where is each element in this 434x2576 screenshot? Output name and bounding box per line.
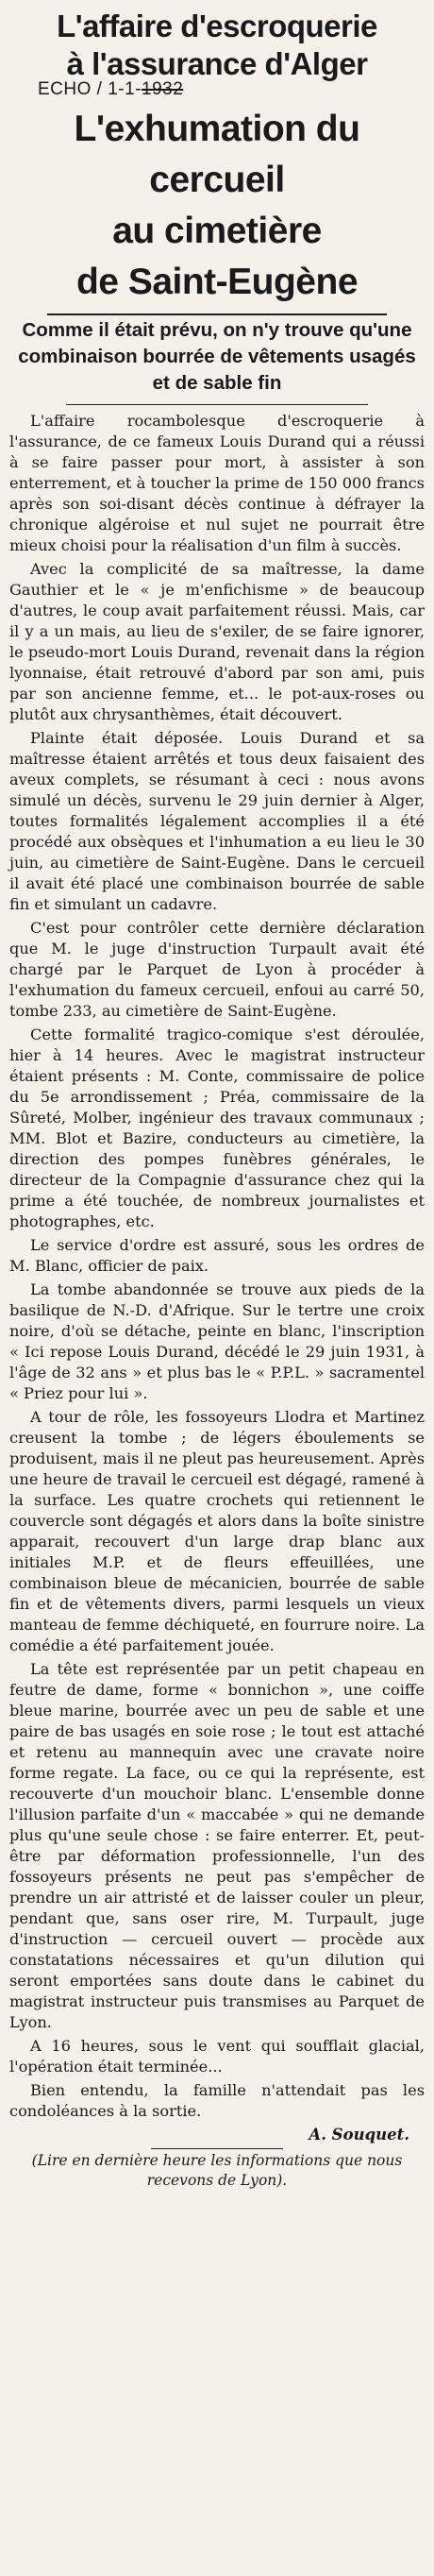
article: [9, 8, 425, 2191]
paragraph: Bien entendu, la famille n'attendait pas les condoléances à la sortie.: [9, 2081, 425, 2120]
section-title-line-1: L'affaire d'escroquerie: [57, 8, 377, 43]
paragraph: Cette formalité tragico-comique s'est déroulée, hier à 14 heures. Avec le magistrat instructeur étaient présents : M. Conte, commissaire de police du 5e arrondissement ; Préa, commissaire de la Sûreté, Molber, ingénieur des travaux communaux ; MM. Blot et Bazire, conducteurs au cimetière, la direction des pompes funèbres générales, le directeur de la Compagnie d'assurance chez qui la prime a été touchée, de nombreux journalistes et photographes, etc.: [9, 1025, 425, 1230]
paragraph: A 16 heures, sous le vent qui soufflait glacial, l'opération était terminée...: [9, 2037, 425, 2076]
paragraph: Le service d'ordre est assuré, sous les ordres de M. Blanc, officier de paix.: [9, 1236, 425, 1275]
source-year-struck: 1932: [142, 79, 184, 99]
paragraph: La tombe abandonnée se trouve aux pieds de la basilique de N.-D. d'Afrique. Sur le tertre une croix noire, d'où se détache, peinte en blanc, l'inscription « Ici repose Louis Durand, décédé le 29 juin 1931, à l'âge de 32 ans » et plus bas le « P.P.L. » sacramentel « Priez pour lui ».: [9, 1280, 425, 1402]
headline-line-2: au cimetière: [112, 211, 322, 251]
paragraph: La tête est représentée par un petit chapeau en feutre de dame, forme « bonnichon », une coiffe bleue marine, bourrée avec un peu de sable et une paire de bas usagés en soie rose ; le tout est attaché et retenu au mannequin avec une cravate noire forme regate. La face, ou ce qui la représente, est recouverte d'un mouchoir blanc. L'ensemble donne l'illusion parfaite d'un « maccabée » qui ne demande plus qu'une seule chose : se faire enterrer. Et, peut-être par déformation professionnelle, l'un des fossoyeurs présents ne peut pas s'empêcher de prendre un air attristé et de laisser couler un pleur, pendant que, sans oser rire, M. Turpault, juge d'instruction — cercueil ouvert — procède aux constatations nécessaires et qu'un dilution qui seront emportées sans doute dans le cabinet du magistrat instructeur puis transmises au Parquet de Lyon.: [9, 1660, 425, 2031]
footnote: (Lire en dernière heure les informations que nous recevons de Lyon).: [31, 2152, 403, 2189]
section-title-line-2: à l'assurance d'Alger: [66, 46, 368, 81]
headline-line-1: L'exhumation du cercueil: [74, 109, 360, 200]
signature-divider: [151, 2148, 283, 2149]
source-annotation: [38, 79, 183, 100]
paragraph: A tour de rôle, les fossoyeurs Llodra et Martinez creusent la tombe ; de légers éboulements se produisent, mais il ne pleut pas heureusement. Après une heure de travail le cercueil est dégagé, ramené à la surface. Les quatre crochets qui retiennent le couvercle sont dégagés et alors dans la boîte sinistre apparait, recouvert d'un large drap blanc aux initiales M.P. et de fleurs effeuillées, une combinaison bleue de mécanicien, bourrée de sable fin et de vêtements divers, parmi lesquels un vieux manteau de femme déchiqueté, en fourrure noire. La comédie a été parfaitement jouée.: [9, 1408, 425, 1654]
lede-divider: [66, 404, 368, 405]
paragraph: L'affaire rocambolesque d'escroquerie à l'assurance, de ce fameux Louis Durand qui a réussi à se faire passer pour mort, à assister à son enterrement, et à toucher la prime de 150 000 francs après son soi-disant décès continue à défrayer la chronique algéroise et nul sujet ne pourrait être mieux choisi pour la réalisation d'un film à succès.: [9, 412, 425, 554]
author-signature: A. Souquet.: [309, 2126, 409, 2144]
paragraph: C'est pour contrôler cette dernière déclaration que M. le juge d'instruction Turpault avait été chargé par le Parquet de Lyon à procéder à l'exhumation du fameux cercueil, enfoui au carré 50, tombe 233, au cimetière de Saint-Eugène.: [9, 919, 425, 1020]
paragraph: Plainte était déposée. Louis Durand et sa maîtresse étaient arrêtés et tous deux faisaient des aveux complets, se résumant à ceci : nous avons simulé un décès, survenu le 29 juin dernier à Alger, toutes formalités légalement accomplies il a été procédé aux obsèques et l'inhumation a eu lieu le 30 juin, au cimetière de Saint-Eugène. Dans le cercueil il avait été placé une combinaison bourrée de sable fin et simulant un cadavre.: [9, 729, 425, 913]
article-body: [9, 411, 425, 2122]
paragraph: Avec la complicité de sa maîtresse, la dame Gauthier et le « je m'enfichisme » de beaucoup d'autres, le coup avait parfaitement réussi. Mais, car il y a un mais, au lieu de s'exiler, de se faire ignorer, le pseudo-mort Louis Durand, revenait dans la région lyonnaise, était retrouvé d'abord par son ami, puis par son ancienne femme, et... le pot-aux-roses ou plutôt aux chrysanthèmes, était découvert.: [9, 560, 425, 723]
lede-subheading: Comme il était prévu, on n'y trouve qu'une combinaison bourrée de vêtements usagés et de sable fin: [18, 319, 416, 394]
headline-line-3: de Saint-Eugène: [75, 262, 359, 302]
headline-divider: [47, 314, 387, 315]
source-label: ECHO / 1-1-: [38, 79, 142, 99]
